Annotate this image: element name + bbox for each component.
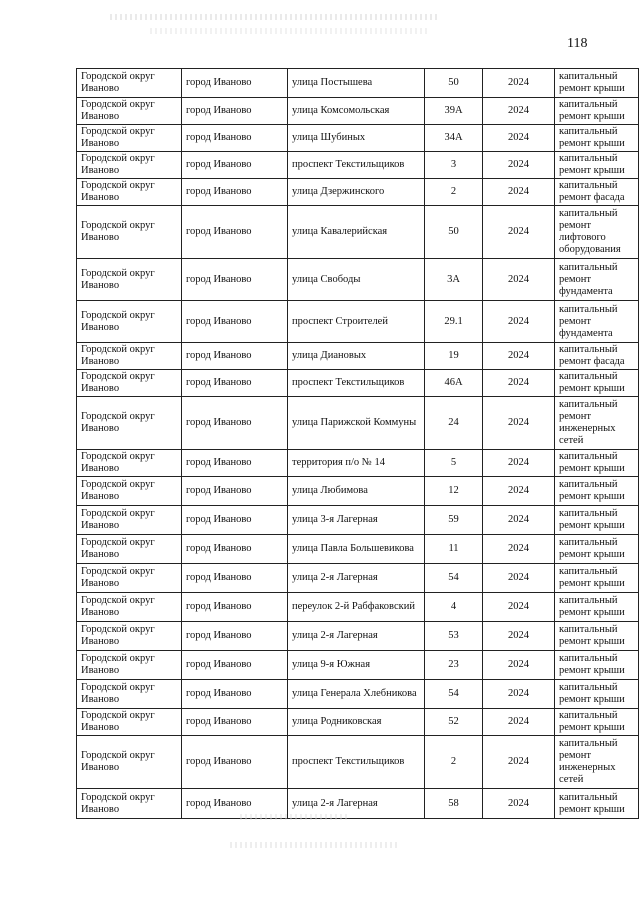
cell-work-type: капитальный ремонт фасада (555, 179, 639, 206)
table-row (77, 736, 639, 789)
cell-city: город Иваново (182, 179, 288, 206)
cell-house-number: 3 (425, 152, 483, 179)
cell-year: 2024 (483, 622, 555, 651)
cell-year: 2024 (483, 206, 555, 259)
cell-work-type: капитальный ремонт крыши (555, 651, 639, 680)
cell-okrug: Городской округ Иваново (77, 593, 182, 622)
cell-okrug: Городской округ Иваново (77, 622, 182, 651)
cell-city: город Иваново (182, 593, 288, 622)
cell-house-number: 39А (425, 98, 483, 125)
cell-okrug: Городской округ Иваново (77, 477, 182, 506)
cell-work-type: капитальный ремонт крыши (555, 506, 639, 535)
cell-house-number: 2 (425, 179, 483, 206)
scan-smudge-top-2 (150, 28, 430, 34)
cell-work-type: капитальный ремонт фундамента (555, 301, 639, 343)
cell-okrug: Городской округ Иваново (77, 535, 182, 564)
cell-okrug: Городской округ Иваново (77, 564, 182, 593)
cell-okrug: Городской округ Иваново (77, 789, 182, 819)
table-row (77, 397, 639, 450)
table-row (77, 152, 639, 179)
cell-street: улица 2-я Лагерная (288, 564, 425, 593)
table-row (77, 69, 639, 98)
cell-work-type: капитальный ремонт инженерных сетей (555, 397, 639, 450)
cell-work-type: капитальный ремонт крыши (555, 69, 639, 98)
cell-city: город Иваново (182, 680, 288, 709)
cell-year: 2024 (483, 343, 555, 370)
cell-house-number: 54 (425, 564, 483, 593)
cell-work-type: капитальный ремонт крыши (555, 152, 639, 179)
cell-city: город Иваново (182, 651, 288, 680)
cell-work-type: капитальный ремонт крыши (555, 125, 639, 152)
cell-house-number: 58 (425, 789, 483, 819)
cell-okrug: Городской округ Иваново (77, 69, 182, 98)
table-row (77, 477, 639, 506)
cell-okrug: Городской округ Иваново (77, 125, 182, 152)
cell-work-type: капитальный ремонт крыши (555, 450, 639, 477)
cell-okrug: Городской округ Иваново (77, 709, 182, 736)
table-row (77, 593, 639, 622)
cell-year: 2024 (483, 593, 555, 622)
cell-year: 2024 (483, 477, 555, 506)
cell-okrug: Городской округ Иваново (77, 397, 182, 450)
cell-work-type: капитальный ремонт крыши (555, 98, 639, 125)
table-row (77, 622, 639, 651)
cell-city: город Иваново (182, 152, 288, 179)
cell-street: проспект Строителей (288, 301, 425, 343)
cell-house-number: 50 (425, 69, 483, 98)
cell-house-number: 11 (425, 535, 483, 564)
cell-street: улица 2-я Лагерная (288, 622, 425, 651)
cell-house-number: 50 (425, 206, 483, 259)
cell-work-type: капитальный ремонт инженерных сетей (555, 736, 639, 789)
cell-street: улица Кавалерийская (288, 206, 425, 259)
cell-street: проспект Текстильщиков (288, 370, 425, 397)
cell-street: улица Любимова (288, 477, 425, 506)
cell-street: улица Шубиных (288, 125, 425, 152)
cell-house-number: 23 (425, 651, 483, 680)
cell-year: 2024 (483, 680, 555, 709)
cell-house-number: 2 (425, 736, 483, 789)
cell-work-type: капитальный ремонт крыши (555, 680, 639, 709)
cell-street: улица 9-я Южная (288, 651, 425, 680)
cell-city: город Иваново (182, 477, 288, 506)
cell-work-type: капитальный ремонт крыши (555, 477, 639, 506)
cell-year: 2024 (483, 301, 555, 343)
cell-year: 2024 (483, 370, 555, 397)
cell-street: улица Свободы (288, 259, 425, 301)
table-row (77, 206, 639, 259)
cell-city: город Иваново (182, 736, 288, 789)
table-row (77, 680, 639, 709)
cell-year: 2024 (483, 651, 555, 680)
cell-okrug: Городской округ Иваново (77, 370, 182, 397)
cell-city: город Иваново (182, 206, 288, 259)
cell-city: город Иваново (182, 397, 288, 450)
cell-okrug: Городской округ Иваново (77, 98, 182, 125)
table-row (77, 370, 639, 397)
cell-work-type: капитальный ремонт крыши (555, 370, 639, 397)
repair-table (76, 68, 639, 819)
cell-year: 2024 (483, 397, 555, 450)
cell-street: улица 2-я Лагерная (288, 789, 425, 819)
cell-city: город Иваново (182, 506, 288, 535)
cell-street: проспект Текстильщиков (288, 736, 425, 789)
cell-city: город Иваново (182, 343, 288, 370)
cell-house-number: 29.1 (425, 301, 483, 343)
cell-street: улица Дзержинского (288, 179, 425, 206)
cell-street: улица Парижской Коммуны (288, 397, 425, 450)
cell-year: 2024 (483, 69, 555, 98)
table-row (77, 179, 639, 206)
cell-house-number: 46А (425, 370, 483, 397)
cell-work-type: капитальный ремонт крыши (555, 709, 639, 736)
cell-street: улица Комсомольская (288, 98, 425, 125)
table-row (77, 535, 639, 564)
cell-work-type: капитальный ремонт фасада (555, 343, 639, 370)
cell-city: город Иваново (182, 709, 288, 736)
cell-year: 2024 (483, 98, 555, 125)
cell-city: город Иваново (182, 301, 288, 343)
cell-work-type: капитальный ремонт крыши (555, 535, 639, 564)
cell-house-number: 34А (425, 125, 483, 152)
cell-year: 2024 (483, 152, 555, 179)
cell-year: 2024 (483, 535, 555, 564)
scan-smudge-bottom (240, 814, 350, 820)
page-number: 118 (567, 36, 588, 51)
cell-city: город Иваново (182, 125, 288, 152)
cell-okrug: Городской округ Иваново (77, 179, 182, 206)
table-body (77, 69, 639, 819)
cell-city: город Иваново (182, 370, 288, 397)
table-row (77, 506, 639, 535)
cell-okrug: Городской округ Иваново (77, 736, 182, 789)
cell-house-number: 12 (425, 477, 483, 506)
table-row (77, 709, 639, 736)
cell-house-number: 53 (425, 622, 483, 651)
cell-okrug: Городской округ Иваново (77, 450, 182, 477)
cell-city: город Иваново (182, 622, 288, 651)
cell-year: 2024 (483, 564, 555, 593)
cell-year: 2024 (483, 259, 555, 301)
cell-city: город Иваново (182, 69, 288, 98)
cell-work-type: капитальный ремонт крыши (555, 622, 639, 651)
cell-okrug: Городской округ Иваново (77, 301, 182, 343)
cell-city: город Иваново (182, 98, 288, 125)
cell-street: территория п/о № 14 (288, 450, 425, 477)
cell-year: 2024 (483, 709, 555, 736)
cell-okrug: Городской округ Иваново (77, 343, 182, 370)
cell-street: улица 3-я Лагерная (288, 506, 425, 535)
cell-work-type: капитальный ремонт лифтового оборудования (555, 206, 639, 259)
cell-house-number: 19 (425, 343, 483, 370)
table-row (77, 259, 639, 301)
cell-year: 2024 (483, 506, 555, 535)
cell-okrug: Городской округ Иваново (77, 259, 182, 301)
cell-year: 2024 (483, 736, 555, 789)
cell-street: улица Родниковская (288, 709, 425, 736)
table-row (77, 98, 639, 125)
cell-okrug: Городской округ Иваново (77, 651, 182, 680)
cell-work-type: капитальный ремонт крыши (555, 564, 639, 593)
cell-work-type: капитальный ремонт фундамента (555, 259, 639, 301)
cell-city: город Иваново (182, 564, 288, 593)
cell-house-number: 5 (425, 450, 483, 477)
cell-city: город Иваново (182, 259, 288, 301)
scan-smudge-bottom-2 (230, 842, 400, 848)
cell-house-number: 52 (425, 709, 483, 736)
scan-smudge-top (110, 14, 440, 20)
table-row (77, 789, 639, 819)
table-row (77, 564, 639, 593)
cell-house-number: 3А (425, 259, 483, 301)
cell-street: переулок 2-й Рабфаковский (288, 593, 425, 622)
cell-okrug: Городской округ Иваново (77, 152, 182, 179)
cell-house-number: 4 (425, 593, 483, 622)
cell-year: 2024 (483, 450, 555, 477)
cell-street: проспект Текстильщиков (288, 152, 425, 179)
table-row (77, 343, 639, 370)
table-row (77, 450, 639, 477)
cell-work-type: капитальный ремонт крыши (555, 593, 639, 622)
cell-okrug: Городской округ Иваново (77, 206, 182, 259)
cell-year: 2024 (483, 179, 555, 206)
cell-house-number: 54 (425, 680, 483, 709)
cell-street: улица Павла Большевикова (288, 535, 425, 564)
cell-street: улица Диановых (288, 343, 425, 370)
cell-year: 2024 (483, 125, 555, 152)
cell-city: город Иваново (182, 535, 288, 564)
cell-city: город Иваново (182, 450, 288, 477)
cell-work-type: капитальный ремонт крыши (555, 789, 639, 819)
cell-street: улица Генерала Хлебникова (288, 680, 425, 709)
table-row (77, 125, 639, 152)
cell-year: 2024 (483, 789, 555, 819)
cell-street: улица Постышева (288, 69, 425, 98)
table-row (77, 301, 639, 343)
table-row (77, 651, 639, 680)
cell-house-number: 59 (425, 506, 483, 535)
cell-okrug: Городской округ Иваново (77, 506, 182, 535)
cell-city: город Иваново (182, 789, 288, 819)
cell-okrug: Городской округ Иваново (77, 680, 182, 709)
cell-house-number: 24 (425, 397, 483, 450)
